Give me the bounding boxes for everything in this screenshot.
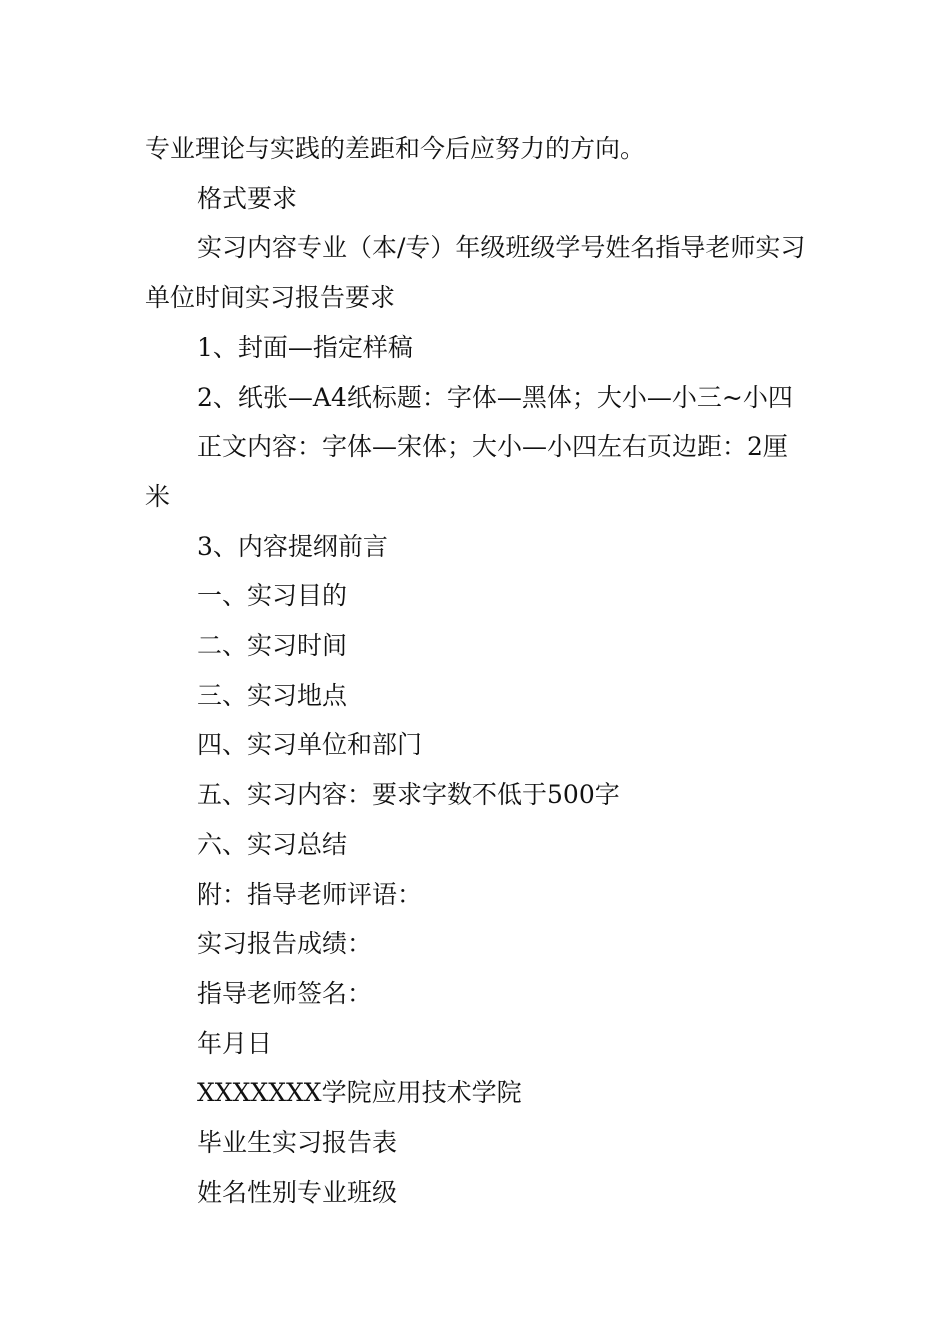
teacher-signature: 指导老师签名： [197, 978, 373, 1008]
item-body-text: 正文内容：字体—宋体；大小—小四左右页边距：2厘米 [145, 432, 788, 511]
item-outline: 3、内容提纲前言 [197, 531, 388, 561]
appendix-teacher-comments: 附：指导老师评语： [197, 879, 423, 909]
paragraph-report-contents: 实习内容专业（本/专）年级班级学号姓名指导老师实习单位时间实习报告要求 [145, 233, 806, 313]
item-cover: 1、封面—指定样稿 [197, 332, 413, 362]
document-body [145, 124, 810, 1217]
outline-item-summary: 六、实习总结 [197, 829, 348, 859]
college-name: XXXXXXX学院应用技术学院 [197, 1078, 522, 1108]
heading-format-requirements: 格式要求 [197, 183, 298, 213]
outline-item-unit: 四、实习单位和部门 [197, 730, 423, 760]
report-score: 实习报告成绩： [197, 929, 373, 959]
outline-item-content: 五、实习内容：要求字数不低于500字 [197, 780, 620, 810]
form-title: 毕业生实习报告表 [197, 1128, 398, 1158]
outline-item-purpose: 一、实习目的 [197, 581, 348, 611]
item-paper: 2、纸张—A4纸标题：字体—黑体；大小—小三~小四 [197, 382, 793, 412]
outline-item-location: 三、实习地点 [197, 680, 348, 710]
date-line: 年月日 [197, 1028, 273, 1058]
form-fields: 姓名性别专业班级 [197, 1177, 398, 1207]
outline-item-time: 二、实习时间 [197, 631, 348, 661]
paragraph-continuation: 专业理论与实践的差距和今后应努力的方向。 [145, 134, 646, 163]
